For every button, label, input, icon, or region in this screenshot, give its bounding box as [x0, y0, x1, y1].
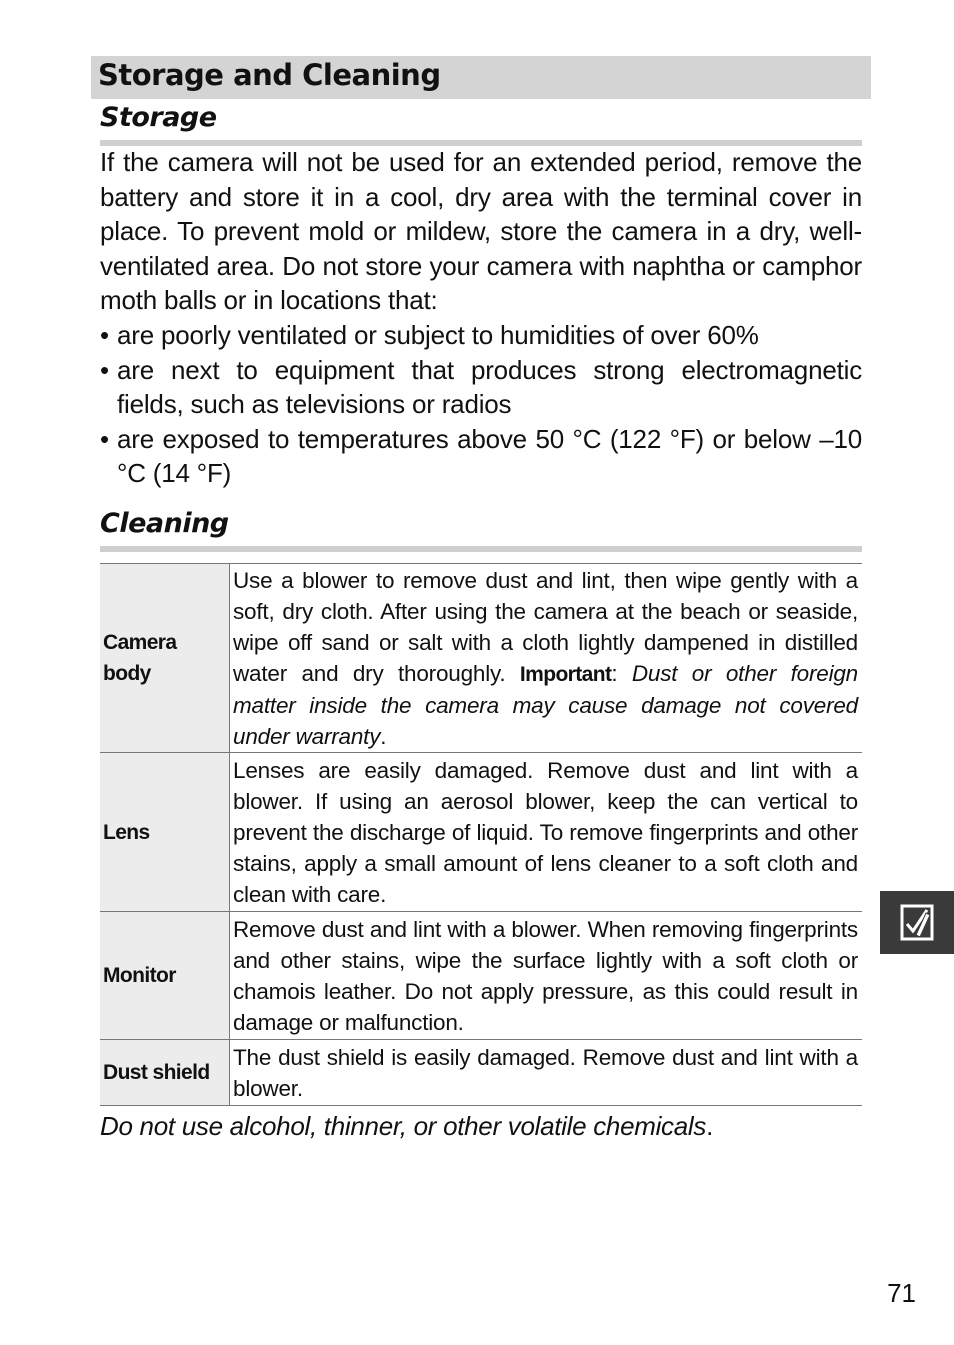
row-description: Use a blower to remove dust and lint, then wipe gently with a soft, dry cloth. After using the camera at the beach or seaside, wipe off sand or salt with a cloth lightly dampened in distilled water and dry thoroughly. Important: Dust or other foreign matter inside the camera may cause damage not covered under warranty. [233, 567, 858, 749]
list-item: • are next to equipment that produces strong electromagnetic fields, such as televisions or radios [100, 354, 862, 419]
row-label: Dust shield [100, 1040, 230, 1106]
bullet-icon: • [100, 320, 109, 350]
section-title-bar [91, 56, 871, 99]
row-label: Monitor [100, 912, 230, 1040]
storage-heading-block [100, 102, 862, 146]
table-row [100, 753, 862, 912]
row-description: Remove dust and lint with a blower. When removing fingerprints and other stains, wipe the surface lightly with a soft cloth or chamois leather. Do not apply pressure, as this could result in damage or malfunction. [233, 916, 858, 1035]
chapter-tab [880, 891, 954, 954]
row-description: Lenses are easily damaged. Remove dust and lint with a blower. If using an aerosol blower, keep the can vertical to prevent the discharge of liquid. To remove fingerprints and other stains, apply a small amount of lens cleaner to a soft cloth and clean with care. [233, 757, 858, 907]
list-item: • are exposed to temperatures above 50 °C (122 °F) or below –10 °C (14 °F) [100, 423, 862, 488]
table-row [100, 1040, 862, 1106]
table-row [100, 912, 862, 1040]
pen-check-icon [880, 891, 954, 954]
row-label: Lens [100, 753, 230, 912]
cleaning-table [100, 563, 862, 1106]
important-text: Dust or other foreign matter inside the camera may cause damage not covered under warranty [233, 660, 858, 749]
list-item: • are poorly ventilated or subject to humidities of over 60% [100, 318, 862, 353]
storage-heading: Storage [100, 102, 217, 133]
bullet-icon: • [100, 354, 109, 385]
page-title: Storage and Cleaning [98, 58, 441, 92]
cleaning-heading-rule [100, 546, 862, 552]
row-label: Camera body [100, 564, 230, 753]
bullet-icon: • [100, 423, 109, 454]
page-number: 71 [887, 1278, 916, 1308]
important-label: Important [519, 662, 612, 686]
storage-bullet-list [100, 318, 862, 491]
row-description: The dust shield is easily damaged. Remove dust and lint with a blower. [233, 1044, 858, 1101]
cleaning-heading-block [100, 508, 862, 552]
cleaning-note: Do not use alcohol, thinner, or other volatile chemicals. [100, 1111, 714, 1141]
table-row [100, 564, 862, 753]
storage-paragraph: If the camera will not be used for an extended period, remove the battery and store it in a cool, dry area with the terminal cover in place. To prevent mold or mildew, store the camera in a dry, well-ventilated area. Do not store your camera with naphtha or camphor moth balls or in locations that: [100, 147, 862, 315]
cleaning-heading: Cleaning [100, 508, 229, 539]
